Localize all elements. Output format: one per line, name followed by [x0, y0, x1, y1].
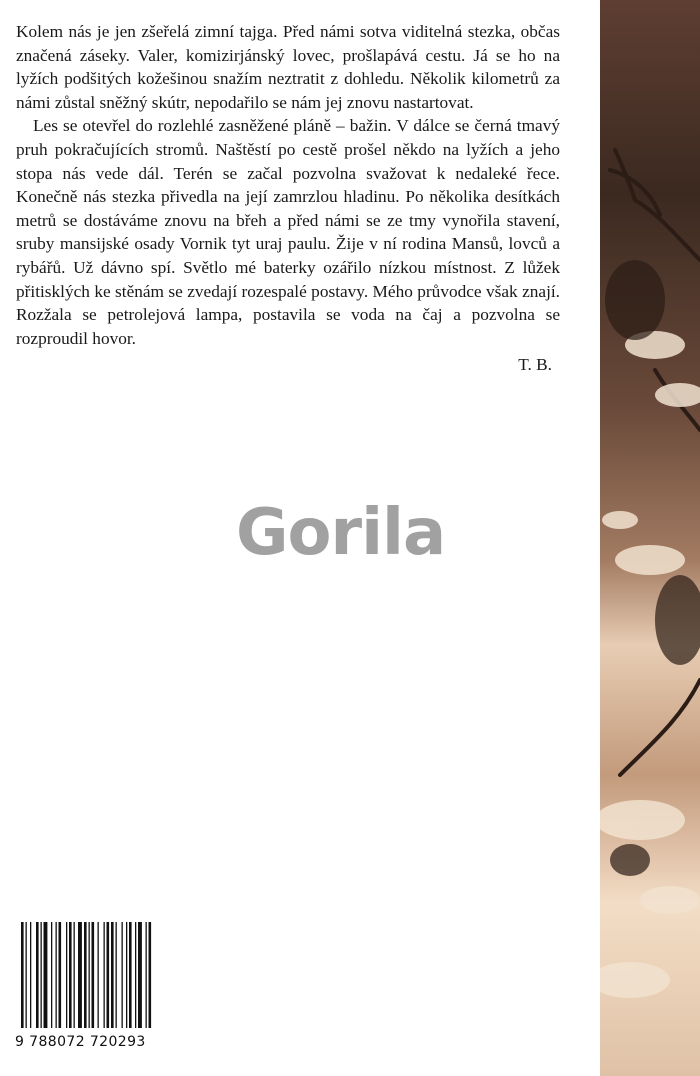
barcode-bar: [36, 922, 39, 1028]
barcode-bar: [66, 922, 67, 1028]
barcode-bar: [89, 922, 90, 1028]
barcode-bar: [146, 922, 147, 1028]
barcode-bar: [98, 922, 99, 1028]
barcode-bar: [122, 922, 123, 1028]
isbn-number: 9 788072 720293: [15, 1034, 146, 1050]
blurb-paragraph-1: Kolem nás je jen zšeřelá zimní tajga. Před námi sotva viditelná stezka, občas značená záseky. Valer, komizirjánský lovec, prošlapává cestu. Já se ho na lyžích podšitých kožešinou snažím neztratit z dohledu. Několik kilometrů za námi zůstal sněžný skútr, nepodařilo se nám jej znovu nastartovat.: [16, 22, 560, 112]
barcode-bar: [30, 922, 31, 1028]
gorila-watermark: Gorila: [236, 496, 446, 570]
barcode-bar: [56, 922, 57, 1028]
barcode-bar: [41, 922, 42, 1028]
barcode-bar: [92, 922, 95, 1028]
barcode-bar: [135, 922, 136, 1028]
barcode-bar: [111, 922, 114, 1028]
barcode-bar: [44, 922, 48, 1028]
cover-photo-snowy-forest: [600, 0, 700, 1076]
barcode-bar: [26, 922, 27, 1028]
barcode-bar: [149, 922, 152, 1028]
author-initials: T. B.: [518, 355, 552, 375]
barcode-bar: [129, 922, 132, 1028]
barcode-bar: [69, 922, 72, 1028]
barcode-bar: [126, 922, 127, 1028]
barcode-bar: [51, 922, 52, 1028]
isbn-barcode: [15, 920, 195, 1057]
barcode-bar: [78, 922, 82, 1028]
back-cover-blurb: [16, 20, 560, 377]
barcode-bar: [138, 922, 142, 1028]
barcode-bar: [74, 922, 75, 1028]
barcode-bar: [107, 922, 110, 1028]
barcode-bar: [21, 922, 24, 1028]
barcode-bar: [59, 922, 62, 1028]
tree-branches-image: [600, 0, 700, 1076]
blurb-paragraph-2: Les se otevřel do rozlehlé zasněžené pláně – bažin. V dálce se černá tmavý pruh pokračujících stromů. Naštěstí po cestě prošel někdo na lyžích a jeho stopa nás vede dál. Terén se začal pozvolna svažovat k nedaleké řece. Konečně nás stezka přivedla na její zamrzlou hladinu. Po několika desítkách metrů se dostáváme znovu na břeh a před námi se ze tmy vynořila stavení, sruby mansijské osady Vornik tyt uraj paulu. Žije v ní rodina Mansů, lovců a rybářů. Už dávno spí. Světlo mé baterky ozářilo nízkou místnost. Z lůžek přitisklých ke stěnám se zvedají rozespalé postavy. Mého průvodce však znají. Rozžala se petrolejová lampa, postavila se voda na čaj a pozvolna se rozproudil hovor.: [16, 116, 560, 348]
barcode-bars: [15, 920, 195, 1030]
barcode-bar: [84, 922, 87, 1028]
barcode-bar: [116, 922, 117, 1028]
barcode-bar: [104, 922, 105, 1028]
